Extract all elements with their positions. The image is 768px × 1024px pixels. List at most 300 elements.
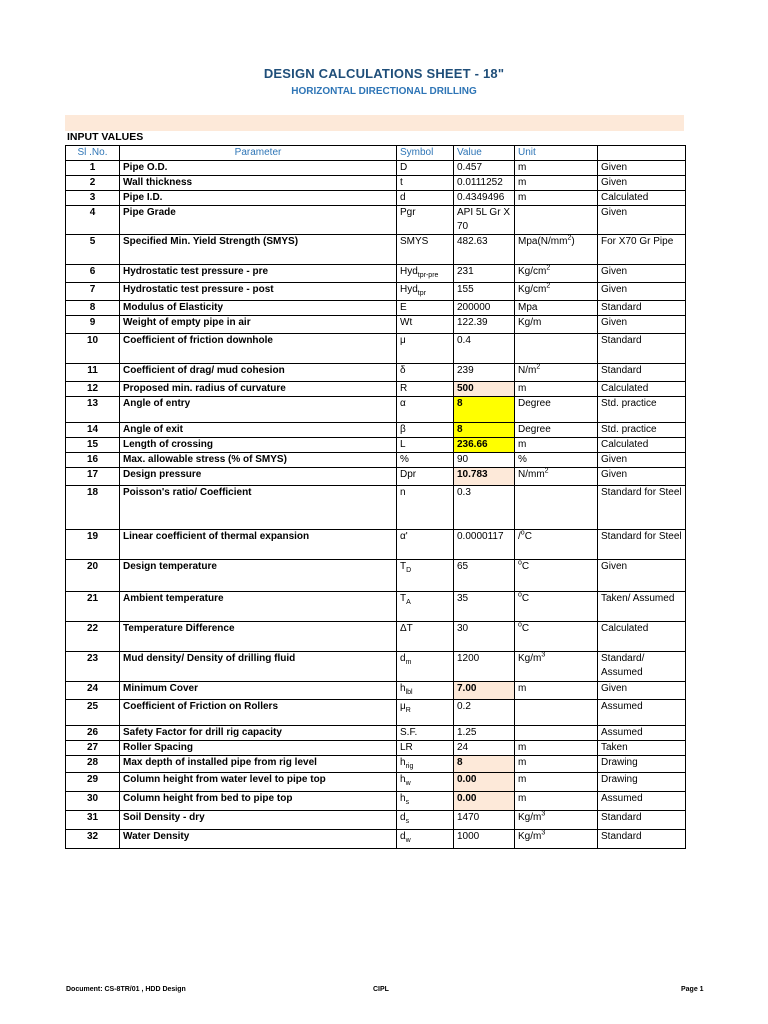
parameter-name: Safety Factor for drill rig capacity xyxy=(123,727,282,738)
symbol-cell xyxy=(397,830,454,849)
unit: Kg/cm xyxy=(518,266,547,277)
symbol-subscript: A xyxy=(406,599,411,606)
value-cell xyxy=(454,530,515,560)
table-row xyxy=(66,468,686,486)
symbol-cell xyxy=(397,486,454,530)
symbol-cell xyxy=(397,652,454,682)
symbol: μ xyxy=(400,701,406,712)
value-cell xyxy=(454,453,515,468)
parameter-name: Soil Density - dry xyxy=(123,812,205,823)
footer-company: CIPL xyxy=(373,986,389,993)
symbol: h xyxy=(400,793,406,804)
sl-no: 1 xyxy=(89,162,96,173)
parameter-cell xyxy=(120,301,397,316)
unit-cell xyxy=(515,283,598,301)
parameter-cell xyxy=(120,530,397,560)
symbol-cell xyxy=(397,301,454,316)
sl-no: 11 xyxy=(87,365,98,376)
parameter-cell xyxy=(120,397,397,423)
value: 155 xyxy=(457,284,474,295)
value-cell xyxy=(454,176,515,191)
value: 239 xyxy=(457,365,474,376)
value-cell xyxy=(454,161,515,176)
value-cell xyxy=(454,726,515,741)
parameter-name: Coefficient of drag/ mud cohesion xyxy=(123,365,285,376)
value: 0.0000117 xyxy=(457,531,504,542)
unit-cell xyxy=(515,301,598,316)
remarks: Given xyxy=(601,561,628,572)
remarks: Standard for Steel xyxy=(601,487,682,498)
sl-no: 17 xyxy=(86,469,99,480)
symbol-cell xyxy=(397,438,454,453)
parameter-name: Water Density xyxy=(123,831,190,842)
sl-no: 10 xyxy=(86,335,99,346)
unit: Mpa(N/mm xyxy=(518,236,568,247)
value-cell xyxy=(454,283,515,301)
symbol-cell xyxy=(397,773,454,792)
sl-no-cell xyxy=(66,652,120,682)
symbol: μ xyxy=(400,335,406,346)
symbol-cell xyxy=(397,283,454,301)
unit-cell xyxy=(515,191,598,206)
sl-no-cell xyxy=(66,741,120,756)
unit-cell xyxy=(515,560,598,592)
remarks: Standard xyxy=(601,302,642,313)
parameter-name: Coefficient of friction downhole xyxy=(123,335,273,346)
remarks-cell xyxy=(598,530,686,560)
unit-superscript: 2 xyxy=(536,363,541,371)
unit-cell xyxy=(515,773,598,792)
table-row xyxy=(66,438,686,453)
table-row xyxy=(66,176,686,191)
unit-suffix: C xyxy=(524,531,532,542)
remarks: Std. practice xyxy=(601,424,657,435)
symbol: T xyxy=(400,593,407,604)
remarks-cell xyxy=(598,682,686,700)
value: 30 xyxy=(457,623,469,634)
symbol-cell xyxy=(397,316,454,334)
value: 8 xyxy=(457,757,463,768)
sl-no-cell xyxy=(66,382,120,397)
remarks-cell xyxy=(598,176,686,191)
value: 0.00 xyxy=(457,793,477,804)
remarks: Taken xyxy=(601,742,628,753)
value-cell xyxy=(454,792,515,811)
unit-cell xyxy=(515,423,598,438)
sl-no: 9 xyxy=(89,317,96,328)
remarks-cell xyxy=(598,560,686,592)
table-row xyxy=(66,792,686,811)
symbol: h xyxy=(400,683,406,694)
remarks: Standard/ Assumed xyxy=(601,653,645,678)
remarks: Standard xyxy=(601,831,642,842)
unit-cell xyxy=(515,364,598,382)
remarks-cell xyxy=(598,453,686,468)
symbol: T xyxy=(400,561,407,572)
value: 65 xyxy=(457,561,469,572)
value-cell xyxy=(454,364,515,382)
symbol: Hyd xyxy=(400,284,418,295)
symbol-cell xyxy=(397,682,454,700)
parameter-name: Modulus of Elasticity xyxy=(123,302,224,313)
parameter-cell xyxy=(120,682,397,700)
symbol-cell xyxy=(397,423,454,438)
remarks-cell xyxy=(598,756,686,773)
value: 24 xyxy=(457,742,469,753)
remarks: Standard xyxy=(601,365,642,376)
table-row xyxy=(66,235,686,265)
parameter-cell xyxy=(120,161,397,176)
unit-cell xyxy=(515,316,598,334)
unit: m xyxy=(518,177,527,188)
parameter-cell xyxy=(120,773,397,792)
sl-no-cell xyxy=(66,334,120,364)
symbol-subscript: w xyxy=(405,780,411,787)
symbol: t xyxy=(400,177,403,188)
value-cell xyxy=(454,682,515,700)
sl-no: 12 xyxy=(86,383,99,394)
parameter-cell xyxy=(120,622,397,652)
unit-cell xyxy=(515,382,598,397)
unit-cell xyxy=(515,468,598,486)
sl-no: 28 xyxy=(86,757,99,768)
sl-no: 14 xyxy=(86,424,99,435)
value-cell xyxy=(454,486,515,530)
sl-no-cell xyxy=(66,700,120,726)
symbol-subscript: rig xyxy=(405,763,414,770)
sl-no-cell xyxy=(66,364,120,382)
sl-no-cell xyxy=(66,453,120,468)
unit-superscript: 3 xyxy=(541,829,546,837)
value: 1470 xyxy=(457,812,480,823)
unit-superscript: o xyxy=(518,621,522,629)
symbol: α xyxy=(400,398,406,409)
parameter-name: Weight of empty pipe in air xyxy=(123,317,251,328)
sl-no-cell xyxy=(66,530,120,560)
sl-no-cell xyxy=(66,622,120,652)
sl-no-cell xyxy=(66,206,120,235)
parameter-cell xyxy=(120,265,397,283)
unit: m xyxy=(518,793,527,804)
symbol: SMYS xyxy=(400,236,429,247)
sl-no: 31 xyxy=(86,812,99,823)
unit-suffix: C xyxy=(521,593,530,604)
symbol-cell xyxy=(397,176,454,191)
value: API 5L Gr X 70 xyxy=(457,207,510,232)
unit: m xyxy=(518,383,527,394)
sl-no: 15 xyxy=(86,439,99,450)
parameter-cell xyxy=(120,235,397,265)
value: 200000 xyxy=(457,302,491,313)
remarks: Calculated xyxy=(601,192,649,203)
section-label: INPUT VALUES xyxy=(67,131,144,143)
sl-no: 16 xyxy=(86,454,99,465)
remarks: Given xyxy=(601,162,628,173)
value-cell xyxy=(454,382,515,397)
parameter-name: Angle of exit xyxy=(123,424,184,435)
symbol-cell xyxy=(397,265,454,283)
symbol: L xyxy=(400,439,406,450)
symbol-cell xyxy=(397,206,454,235)
sl-no-cell xyxy=(66,161,120,176)
table-row xyxy=(66,283,686,301)
table-row xyxy=(66,830,686,849)
unit-superscript: 3 xyxy=(541,651,546,659)
symbol: δ xyxy=(400,365,406,376)
parameter-name: Pipe Grade xyxy=(123,207,176,218)
parameter-name: Proposed min. radius of curvature xyxy=(123,383,286,394)
parameter-name: Poisson's ratio/ Coefficient xyxy=(123,487,252,498)
value: 231 xyxy=(457,266,474,277)
parameter-name: Pipe I.D. xyxy=(123,192,163,203)
sl-no: 26 xyxy=(86,727,99,738)
value: 0.4349496 xyxy=(457,192,505,203)
unit-superscript: o xyxy=(518,591,522,599)
symbol-subscript: s xyxy=(405,799,410,806)
parameter-cell xyxy=(120,334,397,364)
value-cell xyxy=(454,830,515,849)
sl-no-cell xyxy=(66,486,120,530)
remarks: Given xyxy=(601,683,628,694)
symbol: Hyd xyxy=(400,266,418,277)
value: 122.39 xyxy=(457,317,488,328)
remarks: Calculated xyxy=(601,439,649,450)
parameter-name: Wall thickness xyxy=(123,177,193,188)
symbol-cell xyxy=(397,191,454,206)
unit-cell xyxy=(515,700,598,726)
unit-cell xyxy=(515,397,598,423)
table-row xyxy=(66,301,686,316)
symbol: ΔT xyxy=(400,623,413,634)
sl-no: 32 xyxy=(86,831,99,842)
symbol: h xyxy=(400,774,406,785)
value-cell xyxy=(454,652,515,682)
symbol-subscript: s xyxy=(405,818,410,825)
symbol-cell xyxy=(397,741,454,756)
unit-cell xyxy=(515,176,598,191)
parameter-name: Column height from bed to pipe top xyxy=(123,793,293,804)
unit-cell xyxy=(515,438,598,453)
unit: N/mm xyxy=(518,469,545,480)
parameter-cell xyxy=(120,206,397,235)
symbol-subscript: tpr xyxy=(417,290,426,297)
sl-no-cell xyxy=(66,726,120,741)
symbol: R xyxy=(400,383,408,394)
sl-no: 6 xyxy=(89,266,96,277)
value-cell xyxy=(454,423,515,438)
remarks-cell xyxy=(598,622,686,652)
value: 1000 xyxy=(457,831,480,842)
parameter-cell xyxy=(120,726,397,741)
sl-no-cell xyxy=(66,316,120,334)
symbol-subscript: R xyxy=(405,707,411,714)
unit: Kg/m xyxy=(518,812,542,823)
sl-no-cell xyxy=(66,773,120,792)
value: 1200 xyxy=(457,653,480,664)
unit-superscript: 2 xyxy=(546,264,551,272)
value: 90 xyxy=(457,454,469,465)
symbol-cell xyxy=(397,161,454,176)
table-row xyxy=(66,726,686,741)
symbol-cell xyxy=(397,334,454,364)
value-cell xyxy=(454,622,515,652)
unit: Kg/m xyxy=(518,317,542,328)
parameter-cell xyxy=(120,176,397,191)
unit-cell xyxy=(515,726,598,741)
parameter-cell xyxy=(120,486,397,530)
table-row xyxy=(66,682,686,700)
table-row xyxy=(66,423,686,438)
symbol: Pgr xyxy=(400,207,416,218)
sl-no: 20 xyxy=(86,561,99,572)
symbol-cell xyxy=(397,756,454,773)
table-row xyxy=(66,364,686,382)
sl-no: 2 xyxy=(89,177,96,188)
sl-no-cell xyxy=(66,397,120,423)
remarks-cell xyxy=(598,438,686,453)
remarks-cell xyxy=(598,652,686,682)
parameter-cell xyxy=(120,382,397,397)
symbol: LR xyxy=(400,742,413,753)
sheet-title: DESIGN CALCULATIONS SHEET - 18" xyxy=(263,66,505,81)
sl-no: 3 xyxy=(89,192,96,203)
unit: m xyxy=(518,192,527,203)
remarks-cell xyxy=(598,364,686,382)
sl-no-cell xyxy=(66,423,120,438)
parameter-name: Coefficient of Friction on Rollers xyxy=(123,701,279,712)
symbol-cell xyxy=(397,726,454,741)
footer-page: Page 1 xyxy=(681,986,704,993)
unit: Mpa xyxy=(518,302,538,313)
remarks-cell xyxy=(598,191,686,206)
unit-cell xyxy=(515,830,598,849)
table-row xyxy=(66,560,686,592)
symbol-cell xyxy=(397,700,454,726)
value: 0.457 xyxy=(457,162,483,173)
sl-no-cell xyxy=(66,265,120,283)
table-row xyxy=(66,530,686,560)
remarks-cell xyxy=(598,206,686,235)
value-cell xyxy=(454,741,515,756)
symbol-cell xyxy=(397,453,454,468)
table-row xyxy=(66,486,686,530)
symbol-cell xyxy=(397,811,454,830)
unit-superscript: 2 xyxy=(567,234,572,242)
sl-no: 23 xyxy=(86,653,99,664)
unit-superscript: o xyxy=(520,529,525,537)
symbol-subscript: lbl xyxy=(405,689,413,696)
value-cell xyxy=(454,206,515,235)
parameter-name: Column height from water level to pipe top xyxy=(123,774,326,785)
symbol-cell xyxy=(397,792,454,811)
value: 482.63 xyxy=(457,236,488,247)
unit: Kg/m xyxy=(518,831,542,842)
symbol-subscript: w xyxy=(405,837,411,844)
col-header-parameter: Parameter xyxy=(120,146,397,161)
symbol: S.F. xyxy=(400,727,418,738)
remarks: Std. practice xyxy=(601,398,657,409)
unit: % xyxy=(518,454,527,465)
symbol-subscript: m xyxy=(405,659,412,666)
remarks-cell xyxy=(598,811,686,830)
sl-no-cell xyxy=(66,301,120,316)
remarks: Assumed xyxy=(601,793,643,804)
unit: m xyxy=(518,742,527,753)
value-cell xyxy=(454,265,515,283)
unit: m xyxy=(518,774,527,785)
table-row xyxy=(66,811,686,830)
unit-cell xyxy=(515,235,598,265)
symbol-cell xyxy=(397,468,454,486)
unit: m xyxy=(518,439,527,450)
input-values-table xyxy=(65,145,686,849)
value: 7.00 xyxy=(457,683,477,694)
parameter-name: Temperature Difference xyxy=(123,623,235,634)
symbol: % xyxy=(400,454,409,465)
parameter-cell xyxy=(120,592,397,622)
remarks-cell xyxy=(598,283,686,301)
value: 8 xyxy=(457,398,463,409)
footer-document: Document: CS-8TR/01 , HDD Design xyxy=(66,986,186,993)
unit-cell xyxy=(515,486,598,530)
value-cell xyxy=(454,700,515,726)
parameter-cell xyxy=(120,811,397,830)
value-cell xyxy=(454,468,515,486)
unit-cell xyxy=(515,206,598,235)
remarks: Drawing xyxy=(601,757,638,768)
value: 10.783 xyxy=(457,469,488,480)
symbol: n xyxy=(400,487,406,498)
unit: N/m xyxy=(518,365,537,376)
col-header-unit: Unit xyxy=(515,146,598,161)
remarks: Assumed xyxy=(601,701,643,712)
parameter-name: Hydrostatic test pressure - post xyxy=(123,284,274,295)
remarks-cell xyxy=(598,726,686,741)
symbol: α' xyxy=(400,531,408,542)
remarks-cell xyxy=(598,423,686,438)
parameter-name: Max depth of installed pipe from rig level xyxy=(123,757,317,768)
unit-cell xyxy=(515,682,598,700)
unit-suffix: ) xyxy=(571,236,575,247)
symbol-cell xyxy=(397,592,454,622)
sl-no-cell xyxy=(66,592,120,622)
symbol-cell xyxy=(397,382,454,397)
sl-no: 18 xyxy=(86,487,99,498)
header-band xyxy=(65,115,684,131)
sheet-subtitle: HORIZONTAL DIRECTIONAL DRILLING xyxy=(291,86,477,97)
unit-cell xyxy=(515,592,598,622)
value: 0.2 xyxy=(457,701,471,712)
parameter-cell xyxy=(120,756,397,773)
value-cell xyxy=(454,301,515,316)
sl-no: 30 xyxy=(86,793,99,804)
symbol-cell xyxy=(397,560,454,592)
col-header-sl-no: Sl .No. xyxy=(66,146,120,161)
sl-no: 8 xyxy=(89,302,96,313)
remarks: Given xyxy=(601,284,628,295)
table-row xyxy=(66,453,686,468)
sl-no-cell xyxy=(66,235,120,265)
sl-no-cell xyxy=(66,830,120,849)
table-row xyxy=(66,206,686,235)
unit: Kg/m xyxy=(518,653,542,664)
sl-no-cell xyxy=(66,176,120,191)
table-row xyxy=(66,756,686,773)
symbol: β xyxy=(400,424,406,435)
table-row xyxy=(66,592,686,622)
value-cell xyxy=(454,334,515,364)
table-row xyxy=(66,700,686,726)
